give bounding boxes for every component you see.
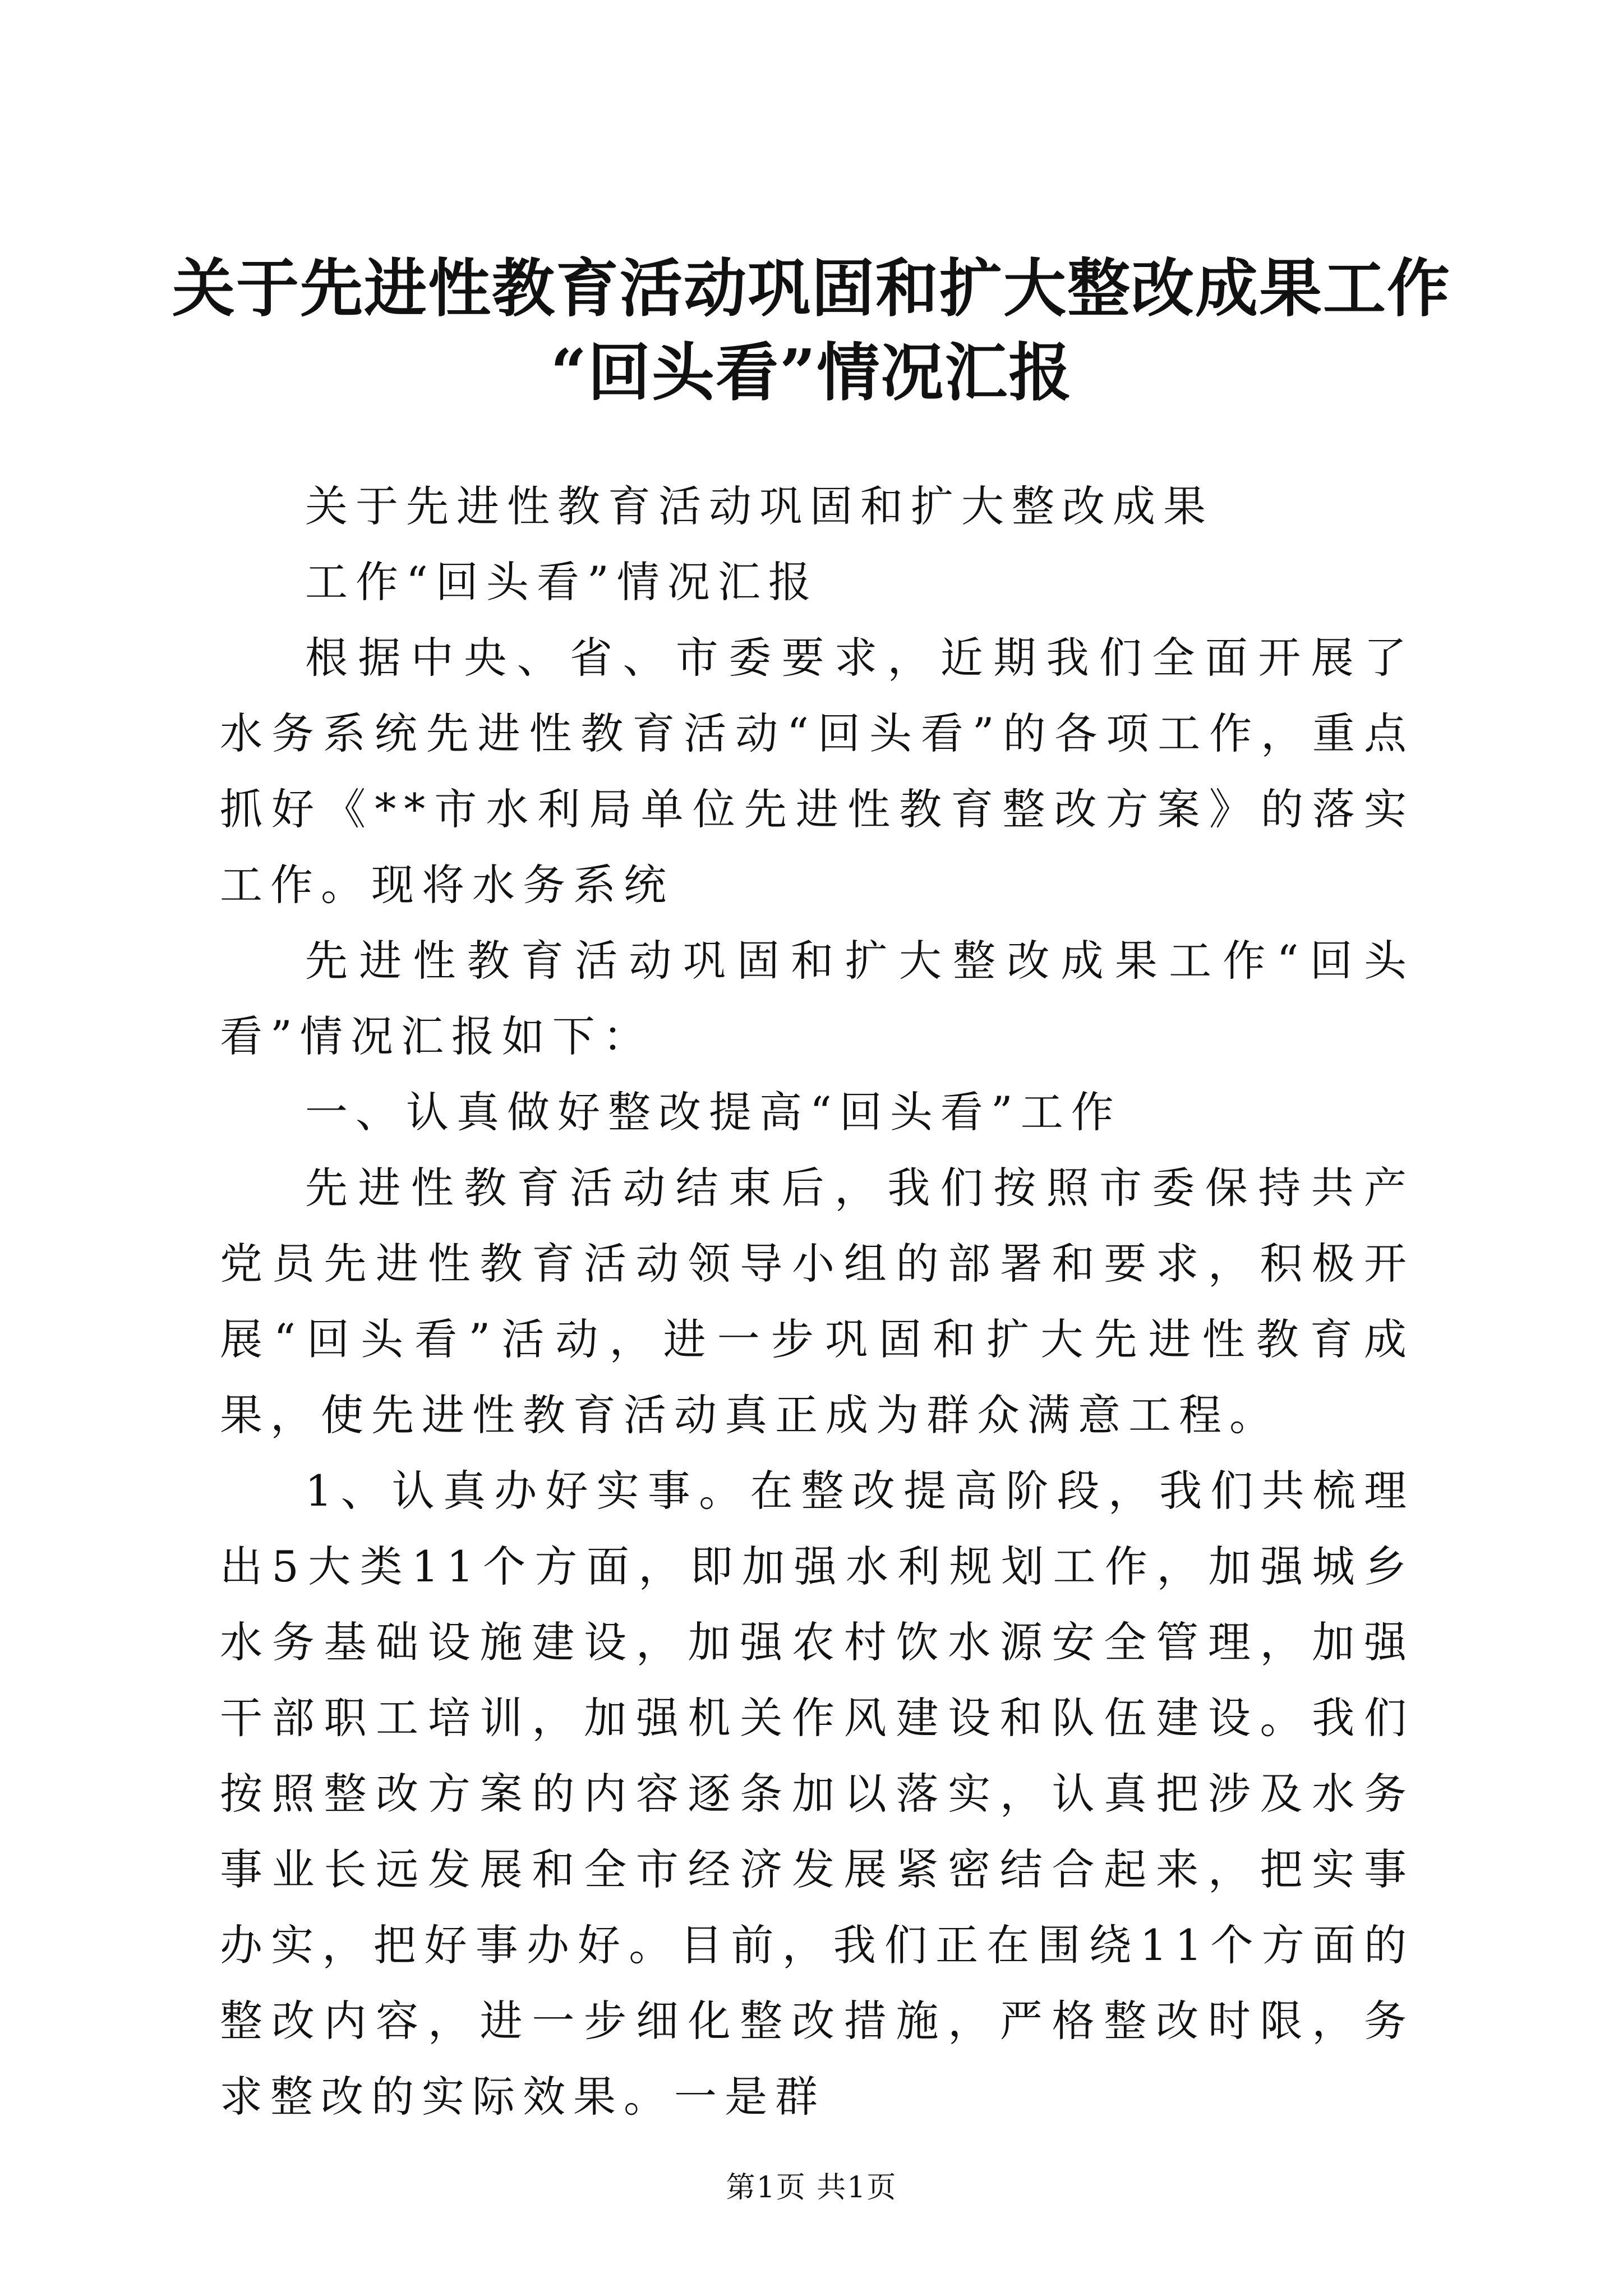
- body-paragraph: 1、认真办好实事。在整改提高阶段，我们共梳理出5大类11个方面，即加强水利规划工作，加强城乡水务基础设施建设，加强农村饮水源安全管理，加强干部职工培训，加强机关作风建设和队伍建设。我们按照整改方案的内容逐条加以落实，认真把涉及水务事业长远发展和全市经济发展紧密结合起来，把实事办实，把好事办好。目前，我们正在围绕11个方面的整改内容，进一步细化整改措施，严格整改时限，务求整改的实际效果。一是群: [220, 1466, 1414, 2122]
- body-paragraph: 先进性教育活动巩固和扩大整改成果工作“回头看”情况汇报如下：: [220, 936, 1414, 1061]
- body-paragraph: 先进性教育活动结束后，我们按照市委保持共产党员先进性教育活动领导小组的部署和要求，积极开展“回头看”活动，进一步巩固和扩大先进性教育成果，使先进性教育活动真正成为群众满意工程。: [220, 1163, 1414, 1440]
- document-title-line-1: 关于先进性教育活动巩固和扩大整改成果工作: [172, 252, 1451, 325]
- body-paragraph: 根据中央、省、市委要求，近期我们全面开展了水务系统先进性教育活动“回头看”的各项工作，重点抓好《**市水利局单位先进性教育整改方案》的落实工作。现将水务系统: [220, 633, 1414, 910]
- section-heading: 一、认真做好整改提高“回头看”工作: [305, 1087, 1122, 1137]
- body-paragraph: 关于先进性教育活动巩固和扩大整改成果: [305, 481, 1214, 531]
- document-body: [220, 468, 1414, 2134]
- page-footer: 第1页 共1页: [726, 2171, 897, 2205]
- body-paragraph: 工作“回头看”情况汇报: [305, 557, 819, 607]
- document-title-line-2: “回头看”情况汇报: [550, 336, 1073, 409]
